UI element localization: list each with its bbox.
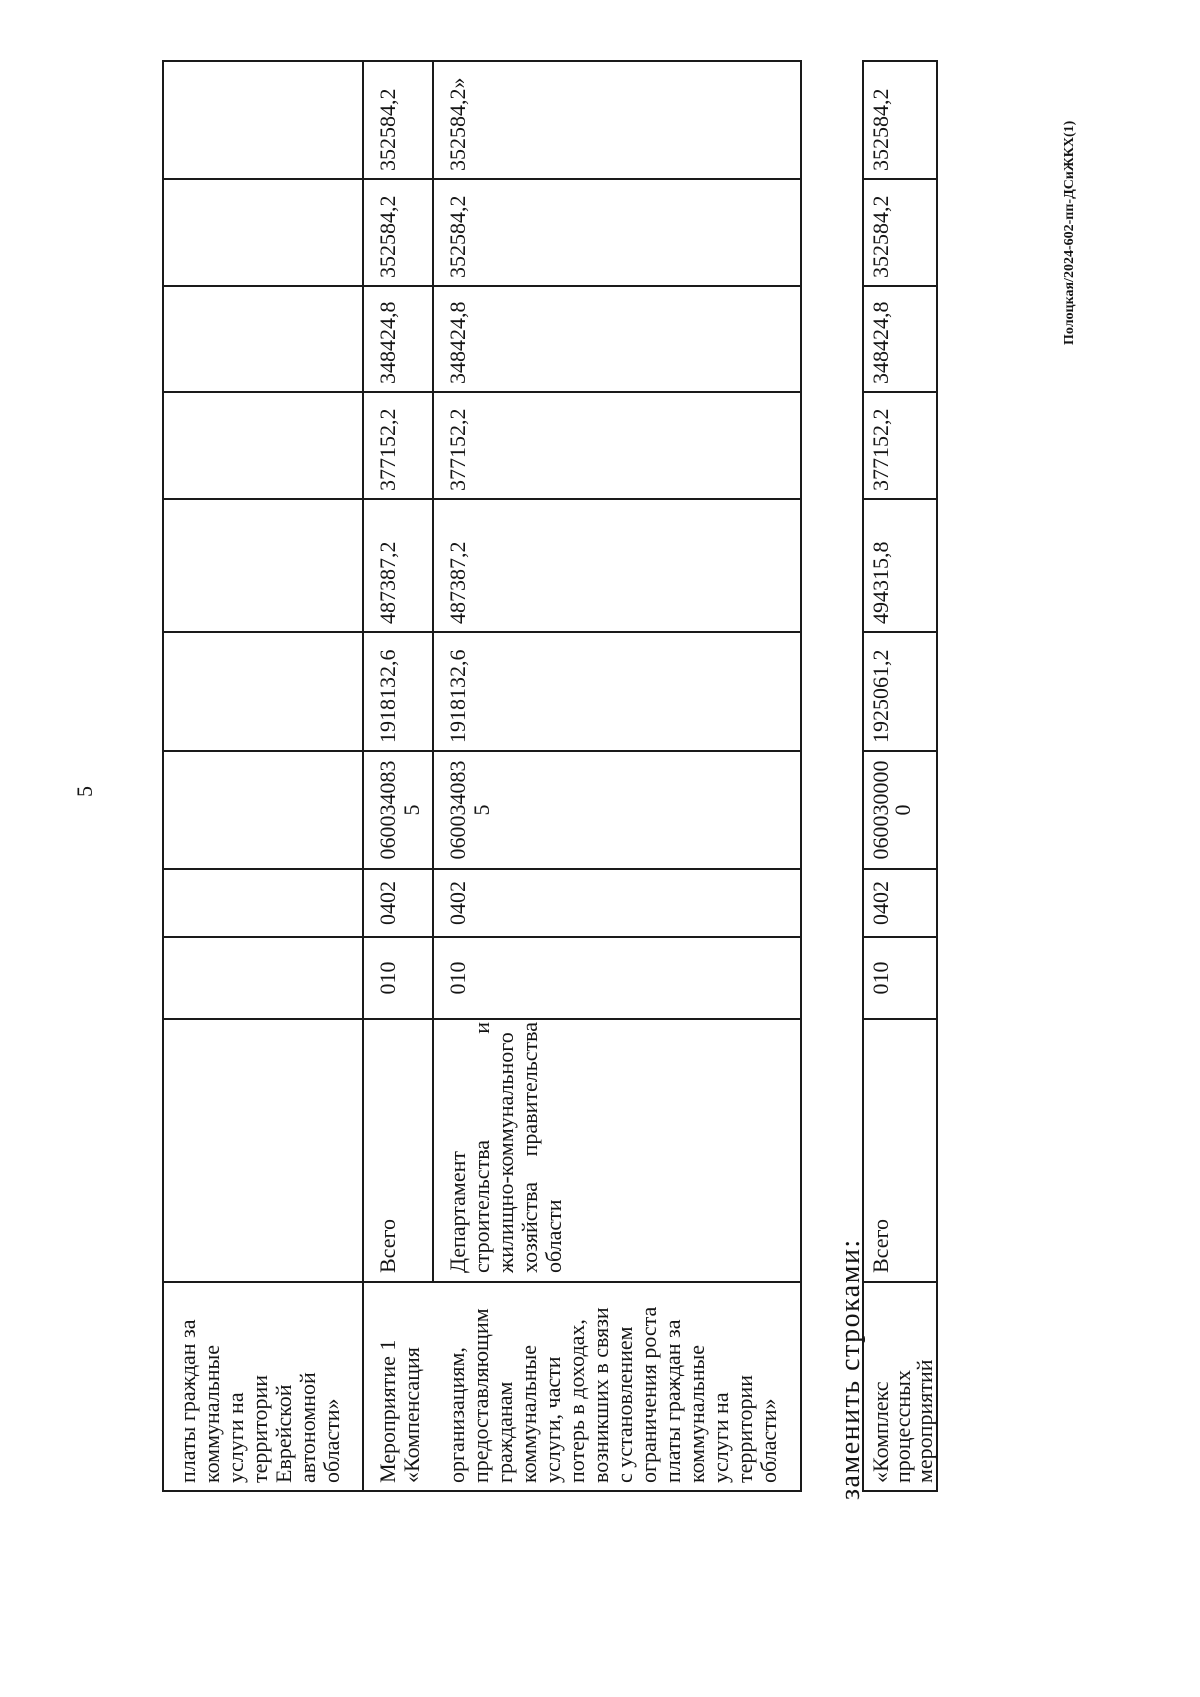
amount-cell: 494315,8	[863, 499, 937, 632]
code-cell: 0600300000	[863, 751, 937, 869]
amount-cell	[163, 286, 363, 392]
code-cell: 0402	[863, 869, 937, 937]
cell-line: платы граждан за	[660, 1319, 685, 1483]
executor-cell	[363, 1019, 433, 1282]
budget-table-old	[162, 60, 802, 1492]
amount-cell: 348424,8	[863, 286, 937, 392]
cell-line: области»	[756, 1398, 781, 1483]
cell-line: гражданам	[492, 1381, 517, 1483]
amount-cell: 348424,8	[433, 286, 801, 392]
cell-line: Еврейской	[271, 1384, 296, 1483]
cell-line: автономной	[295, 1372, 320, 1483]
cell-line: территории	[732, 1374, 757, 1483]
cell-line: потерь в доходах,	[564, 1319, 589, 1483]
cell-line: Мероприятие 1	[375, 1339, 400, 1483]
executor-cell	[863, 1019, 937, 1282]
cell-line: коммунальные	[516, 1344, 541, 1483]
amount-cell: 352584,2	[863, 179, 937, 286]
replace-instruction: заменить строками:	[835, 1238, 866, 1500]
cell-line: мероприятий	[912, 1359, 937, 1483]
amount-cell	[163, 499, 363, 632]
cell-line: жилищно-коммунального	[493, 1032, 518, 1273]
measure-name-cell	[433, 1282, 801, 1491]
amount-cell: 377152,2	[863, 392, 937, 499]
amount-cell: 352584,2»	[433, 61, 801, 179]
cell-line: платы граждан за	[175, 1319, 200, 1483]
code-cell: 010	[433, 937, 801, 1019]
table-row-continuation	[163, 61, 363, 1491]
cell-line: территории	[247, 1374, 272, 1483]
amount-cell: 1925061,2	[863, 632, 937, 751]
amount-cell: 352584,2	[433, 179, 801, 286]
amount-cell: 1918132,6	[433, 632, 801, 751]
amount-cell: 377152,2	[363, 392, 433, 499]
cell-line: Всего	[375, 1219, 400, 1273]
cell-line: области	[541, 1199, 566, 1273]
amount-cell: 487387,2	[433, 499, 801, 632]
cell-line: организациям,	[444, 1347, 469, 1483]
cell-line: «Комплекс	[868, 1381, 893, 1483]
cell-line: Всего	[868, 1219, 893, 1273]
cell-line: процессных	[890, 1370, 915, 1483]
amount-cell	[163, 392, 363, 499]
document-code: Полоцкая/2024-602-пп-ДСиЖКХ(1)	[1062, 120, 1077, 345]
cell-line: с установлением	[612, 1326, 637, 1483]
cell-line: услуги, части	[540, 1356, 565, 1483]
amount-cell	[163, 61, 363, 179]
amount-cell: 352584,2	[863, 61, 937, 179]
code-cell	[163, 751, 363, 869]
cell-line: области»	[319, 1398, 344, 1483]
code-cell: 0402	[433, 869, 801, 937]
cell-line: ограничения роста	[636, 1306, 661, 1483]
amount-cell: 352584,2	[363, 61, 433, 179]
executor-cell	[433, 1019, 801, 1282]
table-row-total	[863, 61, 937, 1491]
cell-line: коммунальные	[199, 1344, 224, 1483]
code-cell	[163, 937, 363, 1019]
cell-line: предоставляющим	[468, 1308, 493, 1483]
amount-cell: 487387,2	[363, 499, 433, 632]
measure-name-cell	[163, 1282, 363, 1491]
code-cell: 0600340835	[363, 751, 433, 869]
code-cell: 0600340835	[433, 751, 801, 869]
page-number: 5	[72, 786, 97, 797]
measure-name-cell	[863, 1282, 937, 1491]
code-cell: 0402	[363, 869, 433, 937]
amount-cell: 348424,8	[363, 286, 433, 392]
cell-line: коммунальные	[684, 1344, 709, 1483]
code-cell	[163, 869, 363, 937]
code-cell: 010	[363, 937, 433, 1019]
amount-cell	[163, 632, 363, 751]
amount-cell: 1918132,6	[363, 632, 433, 751]
cell-line: «Компенсация	[399, 1347, 424, 1483]
budget-table-new	[862, 60, 938, 1492]
amount-cell: 352584,2	[363, 179, 433, 286]
cell-line: Департамент	[445, 1150, 470, 1273]
cell-line: возникших в связи	[588, 1307, 613, 1483]
cell-line: хозяйства правительства	[517, 1022, 542, 1273]
measure-name-cell	[363, 1282, 433, 1491]
cell-line: строительства и	[469, 1022, 494, 1273]
code-cell: 010	[863, 937, 937, 1019]
amount-cell: 377152,2	[433, 392, 801, 499]
table-row-department	[433, 61, 801, 1491]
table-row-total	[363, 61, 433, 1491]
executor-cell	[163, 1019, 363, 1282]
amount-cell	[163, 179, 363, 286]
cell-line: услуги на	[708, 1392, 733, 1483]
cell-line: услуги на	[223, 1392, 248, 1483]
